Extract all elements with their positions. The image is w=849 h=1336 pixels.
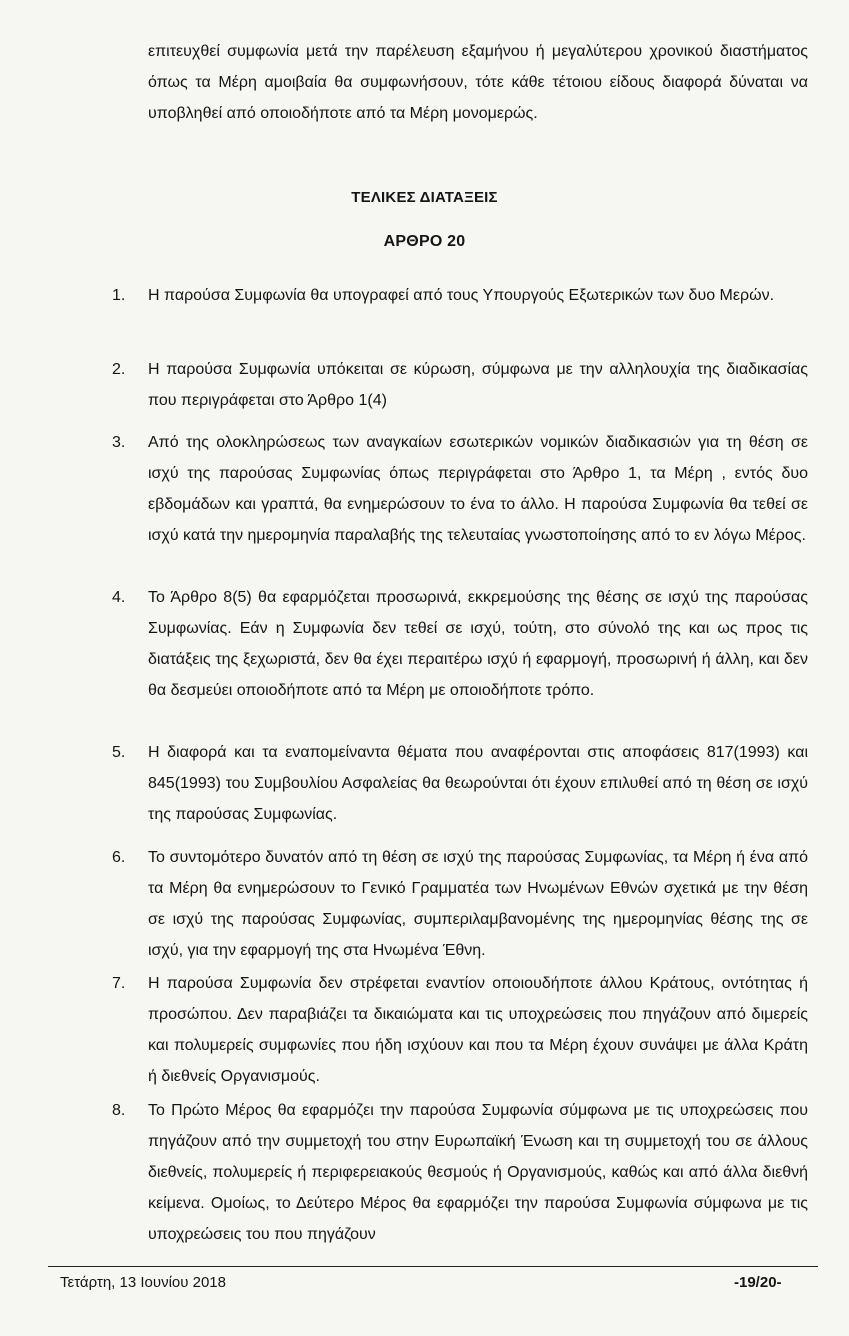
item-number: 5. [112,744,126,761]
list-item [112,1095,808,1250]
item-number: 7. [112,975,126,992]
item-number: 1. [112,287,126,304]
item-text: Η παρούσα Συμφωνία υπόκειται σε κύρωση, σύμφωνα με την αλληλουχία της διαδικασίας που περιγράφεται στο Άρθρο 1(4) [148,361,808,409]
list-item [112,280,808,311]
list-item [112,354,808,416]
item-text: Η παρούσα Συμφωνία δεν στρέφεται εναντίον οποιουδήποτε άλλου Κράτους, οντότητας ή προσώπου. Δεν παραβιάζει τα δικαιώματα και τις υποχρεώσεις που πηγάζουν από διμερείς και πολυμερείς συμφωνίες που ήδη ισχύουν και που τα Μέρη έχουν συνάψει με άλλα Κράτη ή διεθνείς Οργανισμούς. [148,975,808,1085]
article-title: ΑΡΘΡΟ 20 [383,233,466,250]
section-title: ΤΕΛΙΚΕΣ ΔΙΑΤΑΞΕΙΣ [351,189,498,206]
item-text: Η διαφορά και τα εναπομείναντα θέματα που αναφέρονται στις αποφάσεις 817(1993) και 845(1993) του Συμβουλίου Ασφαλείας θα θεωρούνται ότι έχουν επιλυθεί από τη θέση σε ισχύ της παρούσας Συμφωνίας. [148,744,808,823]
list-item [112,968,808,1092]
item-number: 4. [112,589,126,606]
item-text: Το Άρθρο 8(5) θα εφαρμόζεται προσωρινά, εκκρεμούσης της θέσης σε ισχύ της παρούσας Συμφωνίας. Εάν η Συμφωνία δεν τεθεί σε ισχύ, τούτη, στο σύνολό της και ως προς τις διατάξεις της ξεχωριστά, δεν θα έχει περαιτέρω ισχύ ή εφαρμογή, προσωρινή ή άλλη, και δεν θα δεσμεύει οποιοδήποτε από τα Μέρη με οποιοδήποτε τρόπο. [148,589,808,699]
page-number: -19/20- [734,1274,782,1291]
item-number: 6. [112,849,126,866]
list-item [112,427,808,551]
footer-divider [48,1266,818,1267]
list-item [112,582,808,706]
item-number: 8. [112,1102,126,1119]
list-item [112,842,808,966]
intro-paragraph: επιτευχθεί συμφωνία μετά την παρέλευση εξαμήνου ή μεγαλύτερου χρονικού διαστήματος όπως τα Μέρη αμοιβαία θα συμφωνήσουν, τότε κάθε τέτοιου είδους διαφορά δύναται να υποβληθεί από οποιοδήποτε από τα Μέρη μονομερώς. [148,43,808,122]
item-number: 2. [112,361,126,378]
list-item [112,737,808,830]
item-text: Από της ολοκληρώσεως των αναγκαίων εσωτερικών νομικών διαδικασιών για τη θέση σε ισχύ της παρούσας Συμφωνίας όπως περιγράφεται στο Άρθρο 1, τα Μέρη , εντός δυο εβδομάδων και γραπτά, θα ενημερώσουν το ένα το άλλο. Η παρούσα Συμφωνία θα τεθεί σε ισχύ κατά την ημερομηνία παραλαβής της τελευταίας γνωστοποίησης από το εν λόγω Μέρος. [148,434,808,544]
footer-date: Τετάρτη, 13 Ιουνίου 2018 [60,1274,226,1291]
item-text: Το Πρώτο Μέρος θα εφαρμόζει την παρούσα Συμφωνία σύμφωνα με τις υποχρεώσεις που πηγάζουν από την συμμετοχή του στην Ευρωπαϊκή Ένωση και τη συμμετοχή του σε άλλους διεθνείς, πολυμερείς ή περιφερειακούς θεσμούς ή Οργανισμούς, καθώς και από άλλα διεθνή κείμενα. Ομοίως, το Δεύτερο Μέρος θα εφαρμόζει την παρούσα Συμφωνία σύμφωνα με τις υποχρεώσεις του που πηγάζουν [148,1102,808,1243]
item-text: Η παρούσα Συμφωνία θα υπογραφεί από τους Υπουργούς Εξωτερικών των δυο Μερών. [148,287,775,304]
item-text: Το συντομότερο δυνατόν από τη θέση σε ισχύ της παρούσας Συμφωνίας, τα Μέρη ή ένα από τα Μέρη θα ενημερώσουν το Γενικό Γραμματέα των Ηνωμένων Εθνών σχετικά με την θέση σε ισχύ της παρούσας Συμφωνίας, συμπεριλαμβανομένης της ημερομηνίας θέσης της σε ισχύ, για την εφαρμογή της στα Ηνωμένα Έθνη. [148,849,808,959]
item-number: 3. [112,434,126,451]
